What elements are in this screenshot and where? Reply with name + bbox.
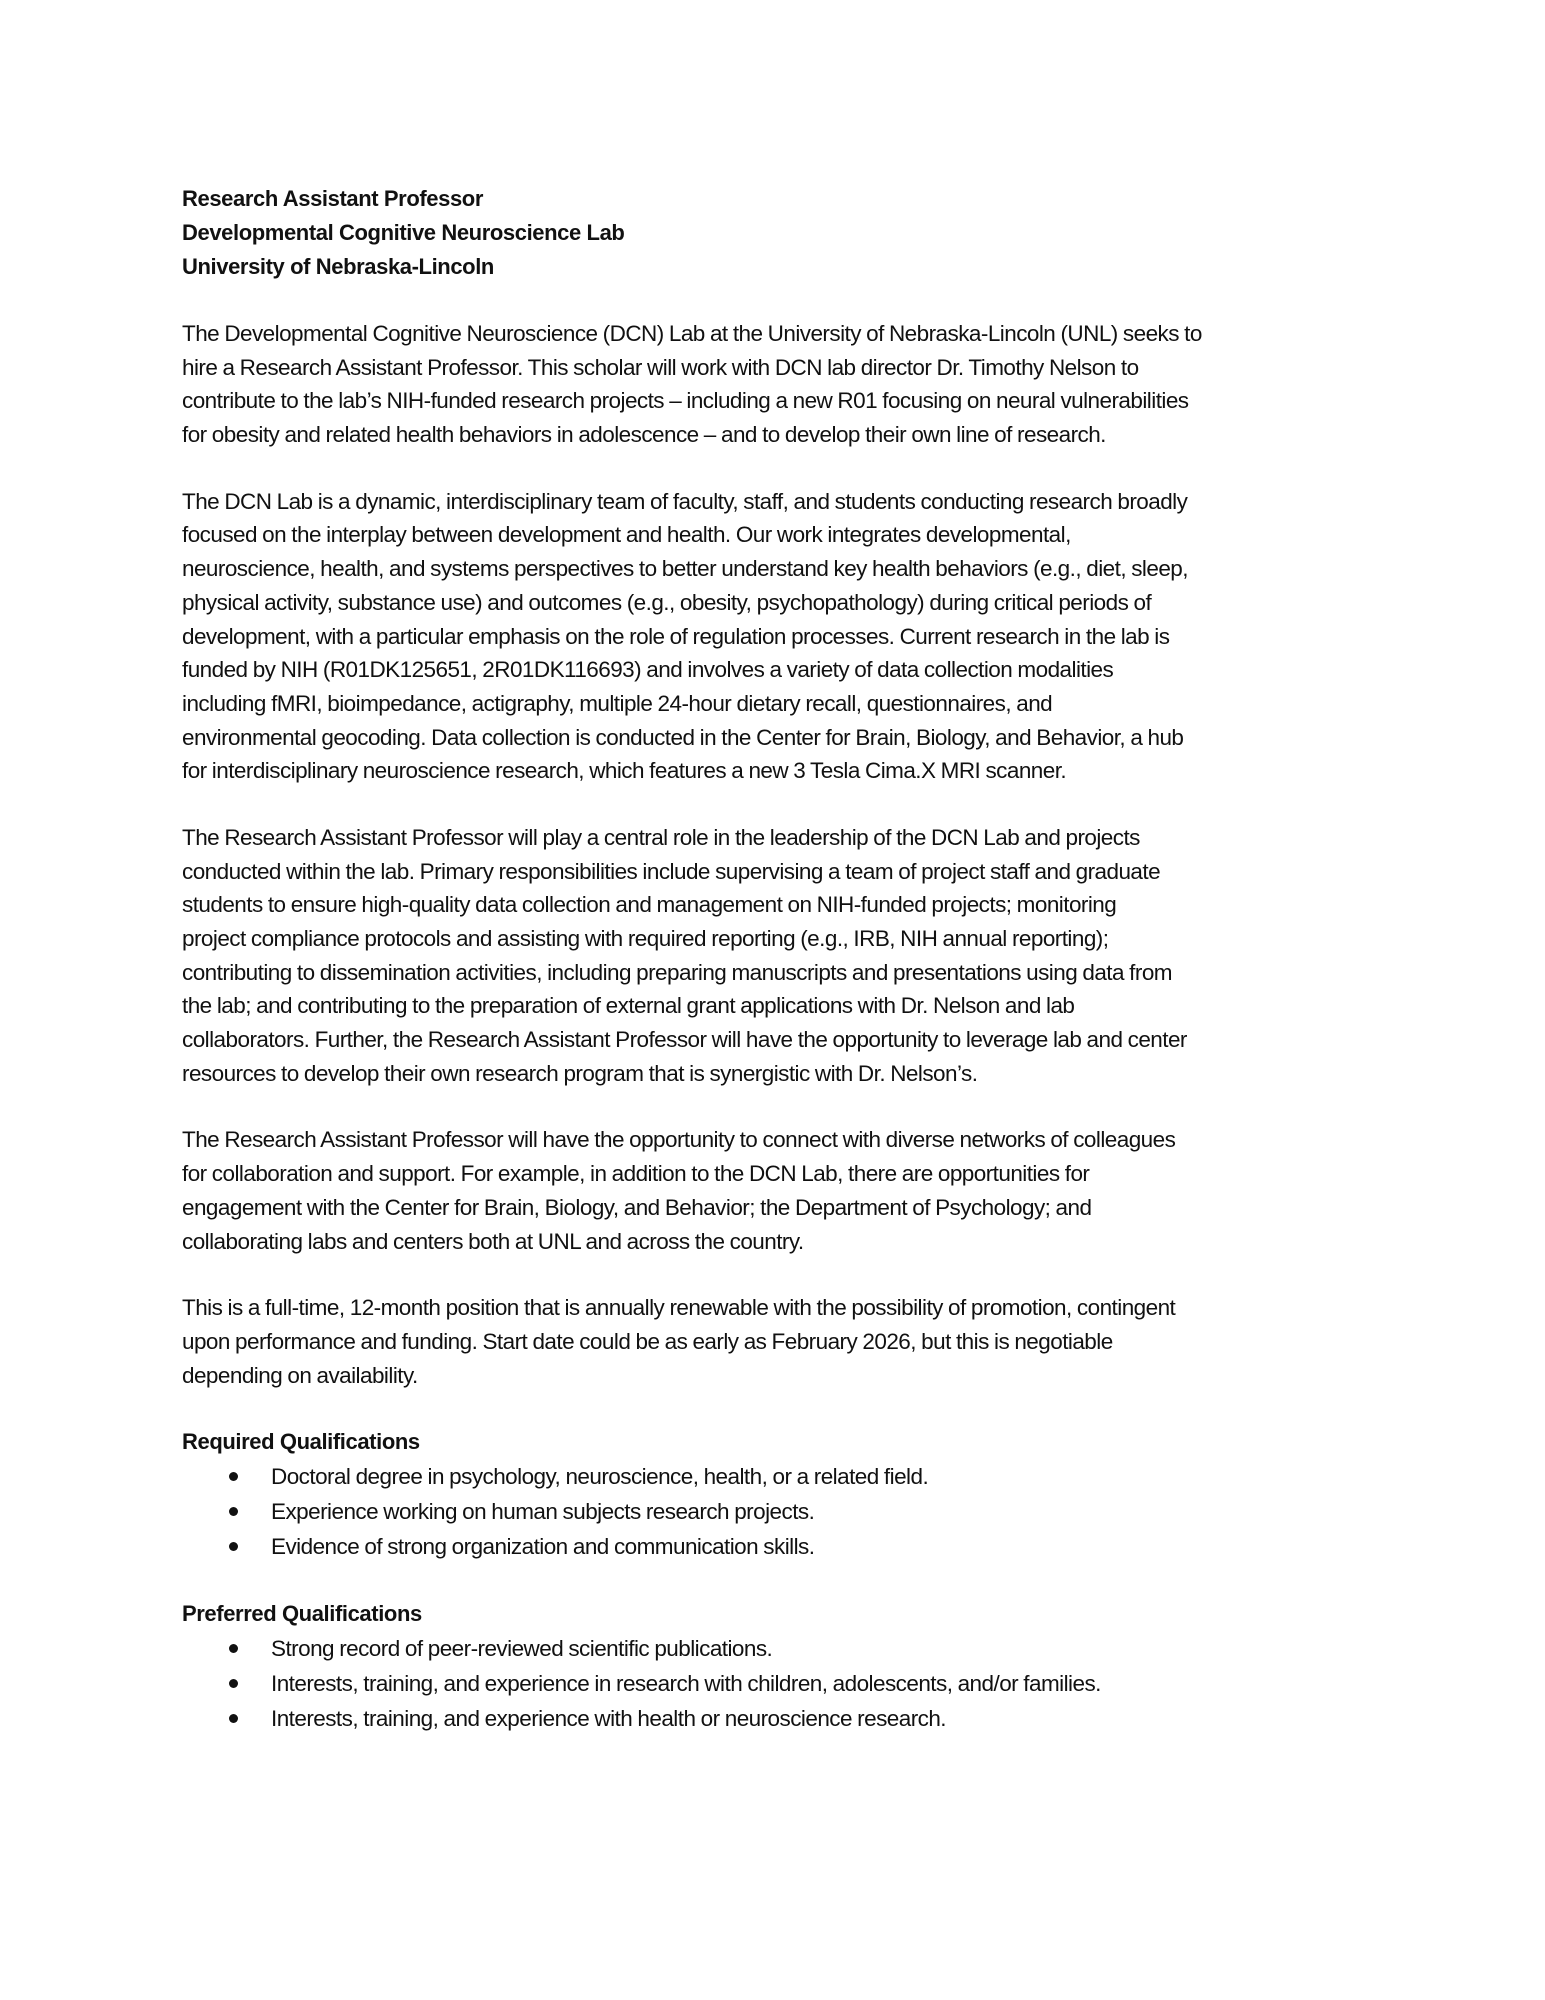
text-line: engagement with the Center for Brain, Biology, and Behavior; the Department of Psychology; and <box>182 1194 1092 1220</box>
text-line: focused on the interplay between development and health. Our work integrates developmental, <box>182 522 1071 548</box>
text-line: the lab; and contributing to the preparation of external grant applications with Dr. Nelson and lab <box>182 993 1075 1019</box>
list-item <box>182 1701 1382 1736</box>
text-line: physical activity, substance use) and outcomes (e.g., obesity, psychopathology) during critical periods of <box>182 589 1152 615</box>
text-line: for collaboration and support. For example, in addition to the DCN Lab, there are opportunities for <box>182 1161 1090 1187</box>
bullet-icon <box>229 1507 238 1516</box>
text-line: This is a full-time, 12-month position that is annually renewable with the possibility of promotion, contingent <box>182 1295 1176 1321</box>
text-line: collaborators. Further, the Research Assistant Professor will have the opportunity to leverage lab and center <box>182 1027 1187 1053</box>
text-line: for obesity and related health behaviors in adolescence – and to develop their own line of research. <box>182 422 1106 448</box>
responsibilities-paragraph <box>182 821 1382 1091</box>
text-line: project compliance protocols and assisting with required reporting (e.g., IRB, NIH annual reporting); <box>182 926 1109 951</box>
document-page <box>182 182 1382 1736</box>
text-line: resources to develop their own research program that is synergistic with Dr. Nelson’s. <box>182 1060 978 1086</box>
list-item-text: Evidence of strong organization and communication skills. <box>271 1534 815 1560</box>
required-qualifications-section <box>182 1425 1382 1564</box>
bullet-icon <box>229 1472 238 1481</box>
text-line: The Research Assistant Professor will play a central role in the leadership of the DCN Lab and projects <box>182 824 1140 850</box>
lab-name: Developmental Cognitive Neuroscience Lab <box>182 220 625 245</box>
text-line: for interdisciplinary neuroscience research, which features a new 3 Tesla Cima.X MRI scanner. <box>182 758 1067 784</box>
text-line: contributing to dissemination activities, including preparing manuscripts and presentations using data from <box>182 959 1172 985</box>
text-line: The Research Assistant Professor will have the opportunity to connect with diverse networks of colleagues <box>182 1127 1176 1153</box>
text-line: conducted within the lab. Primary responsibilities include supervising a team of project staff and graduate <box>182 858 1161 884</box>
job-title: Research Assistant Professor <box>182 186 484 211</box>
preferred-qualifications-list <box>182 1631 1382 1736</box>
text-line: The Developmental Cognitive Neuroscience (DCN) Lab at the University of Nebraska-Lincoln (UNL) seeks to <box>182 321 1202 346</box>
text-line: collaborating labs and centers both at UNL and across the country. <box>182 1228 804 1254</box>
text-line: including fMRI, bioimpedance, actigraphy, multiple 24-hour dietary recall, questionnaires, and <box>182 690 1053 716</box>
list-item-text: Interests, training, and experience in research with children, adolescents, and/or families. <box>271 1671 1101 1697</box>
list-item <box>182 1494 1382 1529</box>
list-item-text: Interests, training, and experience with health or neuroscience research. <box>271 1706 947 1732</box>
required-qualifications-heading: Required Qualifications <box>182 1429 420 1455</box>
text-line: neuroscience, health, and systems perspectives to better understand key health behaviors (e.g., diet, sleep, <box>182 556 1188 582</box>
text-line: contribute to the lab’s NIH-funded research projects – including a new R01 focusing on neural vulnerabilities <box>182 388 1189 414</box>
text-line: funded by NIH (R01DK125651, 2R01DK116693) and involves a variety of data collection modalities <box>182 657 1114 683</box>
collaboration-paragraph <box>182 1123 1382 1258</box>
university-name: University of Nebraska-Lincoln <box>182 254 494 279</box>
document-header <box>182 182 1382 284</box>
preferred-qualifications-section <box>182 1597 1382 1736</box>
list-item <box>182 1666 1382 1701</box>
text-line: environmental geocoding. Data collection is conducted in the Center for Brain, Biology, and Behavior, a hub <box>182 724 1184 750</box>
text-line: development, with a particular emphasis on the role of regulation processes. Current research in the lab is <box>182 623 1170 649</box>
position-terms-paragraph <box>182 1291 1382 1392</box>
text-line: depending on availability. <box>182 1362 418 1388</box>
list-item-text: Experience working on human subjects research projects. <box>271 1499 815 1525</box>
intro-paragraph <box>182 317 1382 452</box>
text-line: The DCN Lab is a dynamic, interdisciplinary team of faculty, staff, and students conducting research broadly <box>182 488 1188 514</box>
list-item <box>182 1529 1382 1564</box>
preferred-qualifications-heading: Preferred Qualifications <box>182 1601 422 1627</box>
bullet-icon <box>229 1542 238 1551</box>
required-qualifications-list <box>182 1459 1382 1564</box>
text-line: students to ensure high-quality data collection and management on NIH-funded projects; monitoring <box>182 892 1117 918</box>
bullet-icon <box>229 1714 238 1723</box>
lab-description-paragraph <box>182 485 1382 788</box>
bullet-icon <box>229 1679 238 1688</box>
list-item-text: Strong record of peer-reviewed scientific publications. <box>271 1636 773 1662</box>
list-item <box>182 1459 1382 1494</box>
text-line: hire a Research Assistant Professor. This scholar will work with DCN lab director Dr. Timothy Nelson to <box>182 354 1139 380</box>
list-item-text: Doctoral degree in psychology, neuroscience, health, or a related field. <box>271 1464 929 1490</box>
bullet-icon <box>229 1644 238 1653</box>
text-line: upon performance and funding. Start date could be as early as February 2026, but this is negotiable <box>182 1328 1113 1354</box>
list-item <box>182 1631 1382 1666</box>
